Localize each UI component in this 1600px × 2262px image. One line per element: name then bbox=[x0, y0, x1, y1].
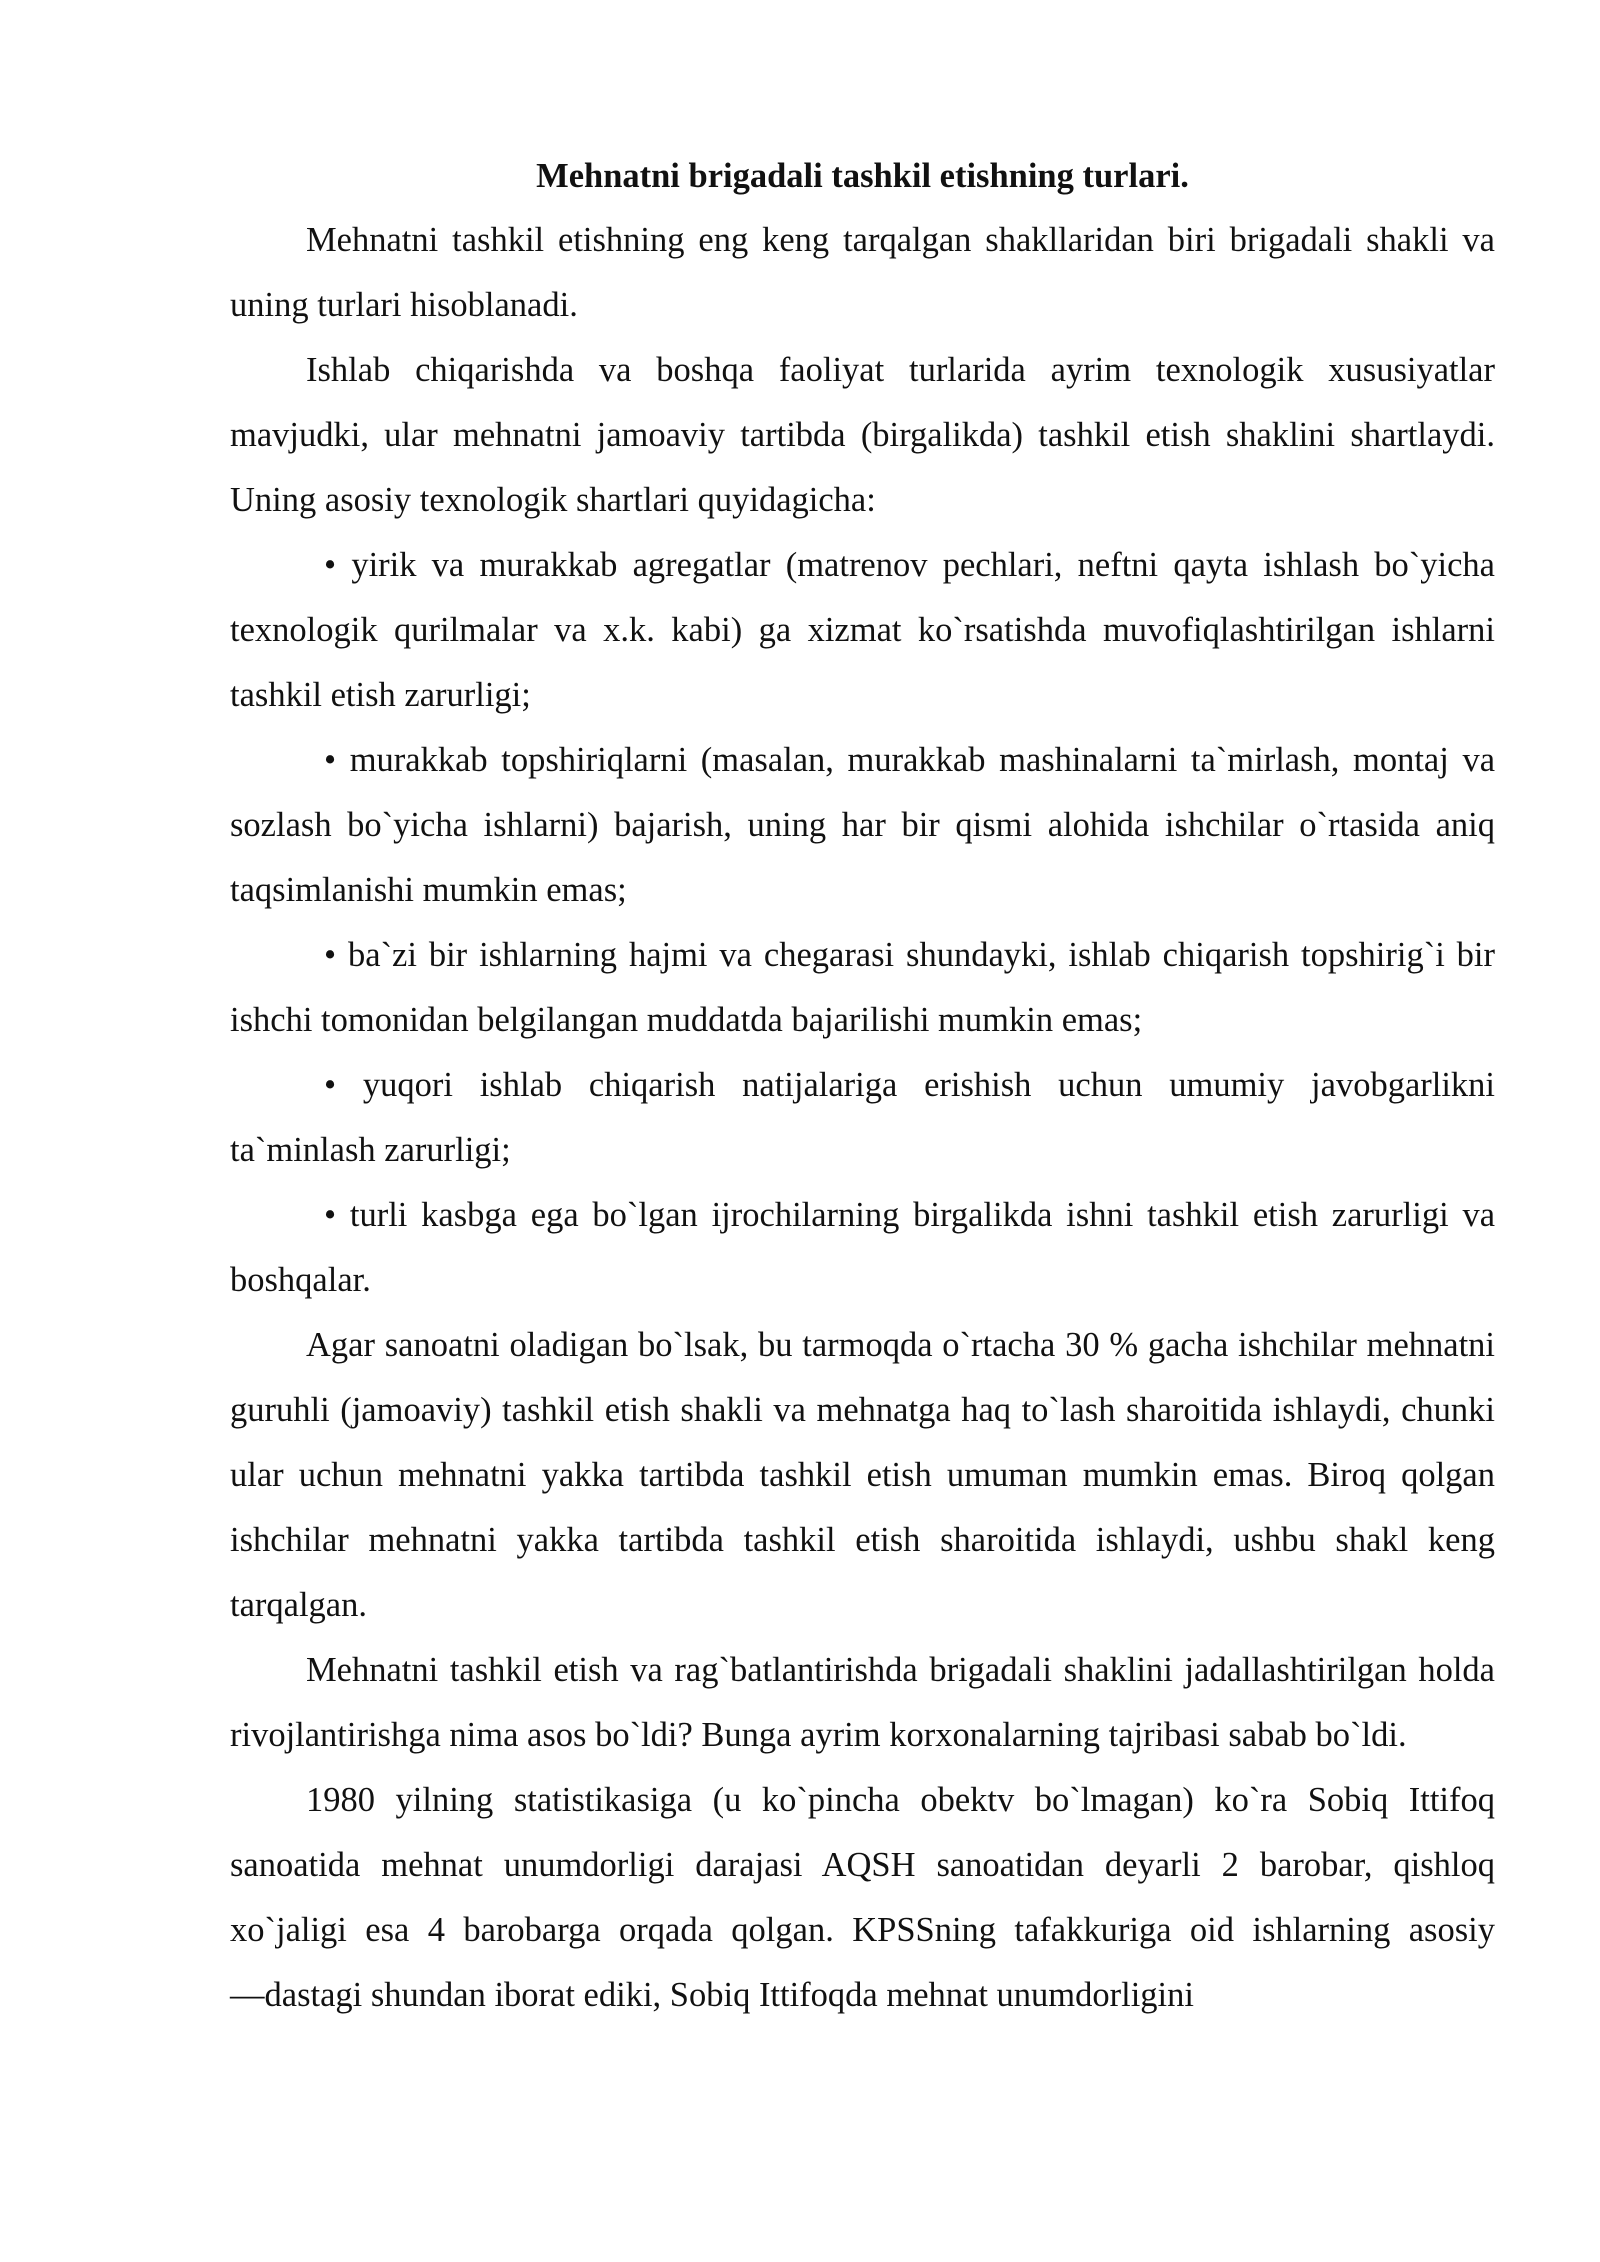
bullet-text: ba`zi bir ishlarning hajmi va chegarasi shundayki, ishlab chiqarish topshirig`i bir ishchi tomonidan belgilangan muddatda bajarilishi mumkin emas; bbox=[230, 936, 1496, 1039]
bullet-symbol: • bbox=[324, 741, 337, 779]
paragraph-intro-2: Ishlab chiqarishda va boshqa faoliyat turlarida ayrim texnologik xususiyatlar mavjudki, ular mehnatni jamoaviy tartibda (birgalikda) tashkil etish shaklini shartlaydi. Uning asosiy texnologik shartlari quyidagicha: bbox=[230, 351, 1495, 519]
paragraph-intro-1: Mehnatni tashkil etishning eng keng tarqalgan shakllaridan biri brigadali shakli va uning turlari hisoblanadi. bbox=[230, 221, 1495, 324]
bullet-text: yirik va murakkab agregatlar (matrenov pechlari, neftni qayta ishlash bo`yicha texnologik qurilmalar va x.k. kabi) ga xizmat ko`rsatishda muvofiqlashtirilgan ishlarni tashkil etish zarurligi; bbox=[230, 546, 1495, 714]
bullet-symbol: • bbox=[324, 1196, 337, 1234]
bullet-item bbox=[230, 923, 1495, 1053]
document-title: Mehnatni brigadali tashkil etishning turlari. bbox=[536, 157, 1189, 195]
bullet-item bbox=[230, 533, 1495, 728]
bullet-item bbox=[230, 1183, 1495, 1313]
paragraph-body-1: Agar sanoatni oladigan bo`lsak, bu tarmoqda o`rtacha 30 % gacha ishchilar mehnatni guruhli (jamoaviy) tashkil etish shakli va mehnatga haq to`lash sharoitida ishlaydi, chunki ular uchun mehnatni yakka tartibda tashkil etish umuman mumkin emas. Biroq qolgan ishchilar mehnatni yakka tartibda tashkil etish sharoitida ishlaydi, ushbu shakl keng tarqalgan. bbox=[230, 1326, 1495, 1624]
bullet-item bbox=[230, 728, 1495, 923]
document-page bbox=[230, 150, 1495, 2028]
bullet-symbol: • bbox=[324, 936, 337, 974]
bullet-text: yuqori ishlab chiqarish natijalariga erishish uchun umumiy javobgarlikni ta`minlash zarurligi; bbox=[230, 1066, 1495, 1169]
paragraph-body-3: 1980 yilning statistikasiga (u ko`pincha obektv bo`lmagan) ko`ra Sobiq Ittifoq sanoatida mehnat unumdorligi darajasi AQSH sanoatidan deyarli 2 barobar, qishloq xo`jaligi esa 4 barobarga orqada qolgan. KPSSning tafakkuriga oid ishlarning asosiy ―dastagi shundan iborat ediki, Sobiq Ittifoqda mehnat unumdorligini bbox=[230, 1781, 1495, 2014]
bullet-symbol: • bbox=[324, 546, 337, 584]
bullet-text: murakkab topshiriqlarni (masalan, murakkab mashinalarni ta`mirlash, montaj va sozlash bo`yicha ishlarni) bajarish, uning har bir qismi alohida ishchilar o`rtasida aniq taqsimlanishi mumkin emas; bbox=[230, 741, 1496, 909]
paragraph-body-2: Mehnatni tashkil etish va rag`batlantirishda brigadali shaklini jadallashtirilgan holda rivojlantirishga nima asos bo`ldi? Bunga ayrim korxonalarning tajribasi sabab bo`ldi. bbox=[230, 1651, 1495, 1754]
bullet-symbol: • bbox=[324, 1066, 337, 1104]
bullet-item bbox=[230, 1053, 1495, 1183]
bullet-text: turli kasbga ega bo`lgan ijrochilarning birgalikda ishni tashkil etish zarurligi va boshqalar. bbox=[230, 1196, 1496, 1299]
